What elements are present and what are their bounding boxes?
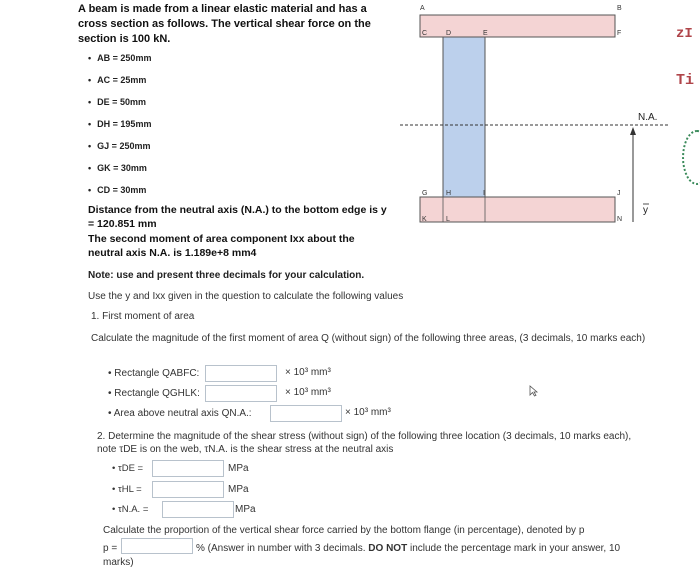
dimension-value: 30mm	[120, 163, 147, 173]
bullet-dot: •	[88, 53, 92, 63]
q1-item-label: • Rectangle QGHLK:	[108, 388, 200, 399]
dimension-item	[88, 185, 146, 195]
label-b: B	[617, 5, 622, 12]
bullet-dot: •	[88, 163, 92, 173]
label-a: A	[420, 5, 425, 12]
label-n: N	[617, 216, 623, 223]
dimension-equals: =	[110, 75, 121, 85]
q3-marks: marks)	[103, 557, 134, 568]
na-distance-text: Distance from the neutral axis (N.A.) to the bottom edge is y = 120.851 mm	[88, 204, 387, 230]
q1-desc: Calculate the magnitude of the first moment of area Q (without sign) of the following three areas, (3 decimals, 10 marks each)	[91, 333, 646, 344]
na-label: N.A.	[638, 112, 658, 123]
q1-item-label-text: Rectangle QGHLK:	[114, 388, 200, 399]
q2-unit: MPa	[235, 504, 256, 515]
bullet-dot: •	[88, 75, 92, 85]
label-l: L	[446, 216, 450, 223]
bullet-dot: •	[88, 119, 92, 129]
bullet-dot: •	[88, 185, 92, 195]
label-i: I	[483, 190, 485, 197]
dimension-item	[88, 119, 151, 129]
use-text: Use the y and Ixx given in the question to calculate the following values	[88, 291, 404, 302]
q1-item-label-text: Rectangle QABFC:	[114, 368, 200, 379]
q2-answer-input[interactable]	[162, 501, 234, 518]
dimension-name: DE	[97, 97, 110, 107]
q3-note-c: include the percentage mark in your answer, 10	[407, 543, 621, 554]
dimension-name: AB	[97, 53, 111, 63]
q3-note-a: % (Answer in number with 3 decimals.	[196, 543, 369, 554]
dimension-item	[88, 75, 146, 85]
label-g: G	[422, 190, 428, 197]
q3-label: p =	[103, 543, 118, 554]
dimension-name: GJ	[97, 141, 110, 151]
note-text: Note: use and present three decimals for your calculation.	[88, 270, 365, 281]
dimension-item	[88, 141, 150, 151]
q3-note-b: DO NOT	[368, 543, 408, 554]
problem-intro: A beam is made from a linear elastic material and has a cross section as follows. The vertical shear force on the section is 100 kN.	[78, 3, 371, 45]
dimension-equals: =	[110, 163, 121, 173]
mouse-cursor-icon	[528, 385, 540, 397]
dimension-item	[88, 163, 147, 173]
cross-section-diagram	[380, 0, 700, 240]
q2-item-label: • τHL =	[112, 484, 142, 495]
q1-unit: × 10³ mm³	[285, 367, 331, 378]
dimension-value: 50mm	[119, 97, 146, 107]
dimension-name: DH	[97, 119, 111, 129]
dimension-name: CD	[97, 185, 111, 195]
q2-unit: MPa	[228, 484, 249, 495]
web	[443, 37, 485, 197]
q3-answer-note	[196, 542, 620, 555]
q1-title: 1. First moment of area	[91, 311, 195, 322]
q1-answer-input[interactable]	[205, 385, 277, 402]
ixx-text: The second moment of area component Ixx about the neutral axis N.A. is 1.189e+8 mm4	[88, 233, 355, 259]
ybar-label: y	[643, 205, 648, 216]
dimension-equals: =	[109, 141, 120, 151]
q1-item-label: • Rectangle QABFC:	[108, 368, 200, 379]
dimension-equals: =	[110, 185, 121, 195]
bullet-dot: •	[88, 97, 92, 107]
dimension-value: 25mm	[120, 75, 147, 85]
dimension-equals: =	[110, 53, 121, 63]
q1-answer-input[interactable]	[205, 365, 277, 382]
edge-text-mid: Ti	[676, 72, 695, 89]
dimension-name: AC	[97, 75, 111, 85]
q2-item-label: • τDE =	[112, 463, 144, 474]
q2-answer-input[interactable]	[152, 481, 224, 498]
q2-item-label-text: τDE =	[117, 463, 144, 474]
ybar-arrowhead	[630, 127, 636, 135]
label-k: K	[422, 216, 427, 223]
q1-answer-input[interactable]	[270, 405, 342, 422]
q1-unit: × 10³ mm³	[285, 387, 331, 398]
dimension-equals: =	[110, 119, 121, 129]
dimension-value: 250mm	[119, 141, 151, 151]
q2-unit: MPa	[228, 463, 249, 474]
p-input[interactable]	[121, 538, 193, 554]
dimension-value: 195mm	[120, 119, 152, 129]
q1-item-label: • Area above neutral axis QN.A.:	[108, 408, 252, 419]
q1-item-label-text: Area above neutral axis QN.A.:	[113, 408, 252, 419]
dimension-item	[88, 53, 151, 63]
label-h: H	[446, 190, 452, 197]
q3-desc: Calculate the proportion of the vertical shear force carried by the bottom flange (in percentage), denoted by p	[103, 525, 585, 536]
q2-item-label: • τN.A. =	[112, 504, 149, 515]
q2-item-label-text: τHL =	[117, 484, 142, 495]
label-f: F	[617, 30, 622, 37]
dimension-name: GK	[97, 163, 111, 173]
label-c: C	[422, 30, 428, 37]
dimension-value: 30mm	[120, 185, 147, 195]
q1-unit: × 10³ mm³	[345, 407, 391, 418]
label-d: D	[446, 30, 452, 37]
q2-note: note τDE is on the web, τN.A. is the shear stress at the neutral axis	[97, 444, 394, 455]
dimension-item	[88, 97, 146, 107]
dimension-value: 250mm	[120, 53, 152, 63]
label-e: E	[483, 30, 488, 37]
dimension-equals: =	[109, 97, 120, 107]
q2-title: 2. Determine the magnitude of the shear stress (without sign) of the following three location (3 decimals, 10 marks each),	[97, 431, 632, 442]
label-j: J	[617, 190, 621, 197]
bullet-dot: •	[88, 141, 92, 151]
q2-answer-input[interactable]	[152, 460, 224, 477]
edge-text-top: zI	[676, 26, 693, 42]
q2-item-label-text: τN.A. =	[117, 504, 149, 515]
